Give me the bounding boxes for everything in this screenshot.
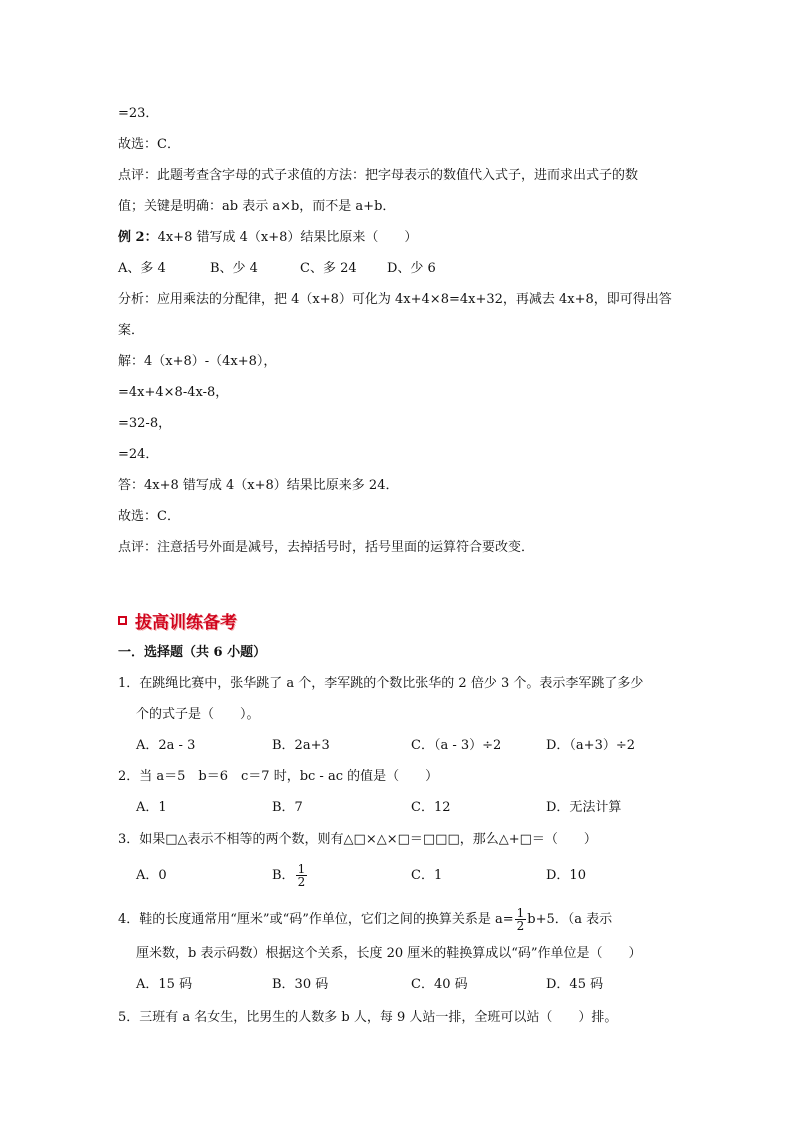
fraction-numerator: 1 xyxy=(297,862,306,876)
question-1-option-b: B．2a+3 xyxy=(272,738,330,753)
question-1-option-a: A．2a - 3 xyxy=(136,738,196,753)
question-2: 2．当 a＝5 b＝6 c＝7 时，bc - ac 的值是（ ） xyxy=(118,769,439,784)
fraction-denominator: 2 xyxy=(297,875,306,889)
example2-option-b: B、少 4 xyxy=(210,261,258,276)
section-subtitle: 一．选择题（共 6 小题） xyxy=(118,645,267,660)
question-4-line-2: 厘米数，b 表示码数）根据这个关系，长度 20 厘米的鞋换算成以“码”作单位是（ ） xyxy=(136,946,642,961)
question-2-option-b: B．7 xyxy=(272,800,303,815)
question-4-option-b: B．30 码 xyxy=(272,977,329,992)
question-4-text-b: b+5．（a 表示 xyxy=(527,912,613,927)
solution-step-4: =24． xyxy=(118,447,159,462)
question-4-option-d: D．45 码 xyxy=(546,977,604,992)
fraction-numerator: 1 xyxy=(516,906,525,920)
comment-line-1: 点评：此题考查含字母的式子求值的方法：把字母表示的数值代入式子，进而求出式子的数 xyxy=(118,168,639,183)
section-heading xyxy=(118,608,237,632)
solution-step-2: =4x+4×8-4x-8， xyxy=(118,385,229,400)
question-2-option-a: A．1 xyxy=(136,800,167,815)
question-3-option-a: A．0 xyxy=(136,868,167,883)
section-title: 拔高训练备考 xyxy=(135,612,237,633)
question-2-option-d: D．无法计算 xyxy=(546,800,622,815)
solution-choice-line: 故选：C． xyxy=(118,137,180,152)
solution-step-3: =32-8， xyxy=(118,416,172,431)
analysis-line-1: 分析：应用乘法的分配律，把 4（x+8）可化为 4x+4×8=4x+32，再减去 4x+8，即可得出答 xyxy=(118,292,672,307)
solution-result-line: =23． xyxy=(118,106,159,121)
example2-question xyxy=(118,228,417,248)
question-3-option-b xyxy=(272,860,308,892)
example2-option-c: C、多 24 xyxy=(300,261,357,276)
question-4-option-c: C．40 码 xyxy=(411,977,468,992)
question-3: 3．如果□△表示不相等的两个数，则有△□×△×□＝□□□，那么△+□＝（ ） xyxy=(118,832,597,847)
question-4-fraction xyxy=(515,907,527,932)
question-1-option-c: C．（a - 3）÷2 xyxy=(411,738,502,753)
question-1-line-1: 1．在跳绳比赛中，张华跳了 a 个，李军跳的个数比张华的 2 倍少 3 个。表示李军跳了多少 xyxy=(118,676,644,691)
question-3-option-c: C．1 xyxy=(411,868,443,883)
example2-comment-line: 点评：注意括号外面是减号，去掉括号时，括号里面的运算符合要改变． xyxy=(118,540,535,555)
question-3-fraction xyxy=(296,863,308,888)
fraction-denominator: 2 xyxy=(516,919,525,933)
question-1-option-d: D．（a+3）÷2 xyxy=(546,738,636,753)
example2-option-a: A、多 4 xyxy=(118,261,166,276)
question-4-text-a: 4．鞋的长度通常用“厘米”或“码”作单位，它们之间的换算关系是 a= xyxy=(118,912,514,927)
question-3-option-d: D．10 xyxy=(546,868,586,883)
comment-line-2: 值；关键是明确：ab 表示 a×b，而不是 a+b． xyxy=(118,199,396,214)
question-2-option-c: C．12 xyxy=(411,800,451,815)
question-4-line-1 xyxy=(118,904,612,936)
example2-question-text: 4x+8 错写成 4（x+8）结果比原来（ ） xyxy=(157,230,418,245)
square-bullet-icon xyxy=(118,616,127,625)
example2-option-d: D、少 6 xyxy=(387,261,436,276)
example2-label: 例 2： xyxy=(118,230,158,245)
analysis-line-2: 案． xyxy=(118,323,145,338)
question-4-option-a: A．15 码 xyxy=(136,977,193,992)
question-1-line-2: 个的式子是（ ）。 xyxy=(136,707,260,722)
question-3-option-b-label: B． xyxy=(272,868,295,883)
solution-step-1: 解：4（x+8）-（4x+8）， xyxy=(118,354,277,369)
question-5: 5．三班有 a 名女生，比男生的人数多 b 人，每 9 人站一排，全班可以站（ ）排。 xyxy=(118,1010,618,1025)
answer-line: 答：4x+8 错写成 4（x+8）结果比原来多 24． xyxy=(118,478,399,493)
example2-choice-line: 故选：C． xyxy=(118,509,180,524)
